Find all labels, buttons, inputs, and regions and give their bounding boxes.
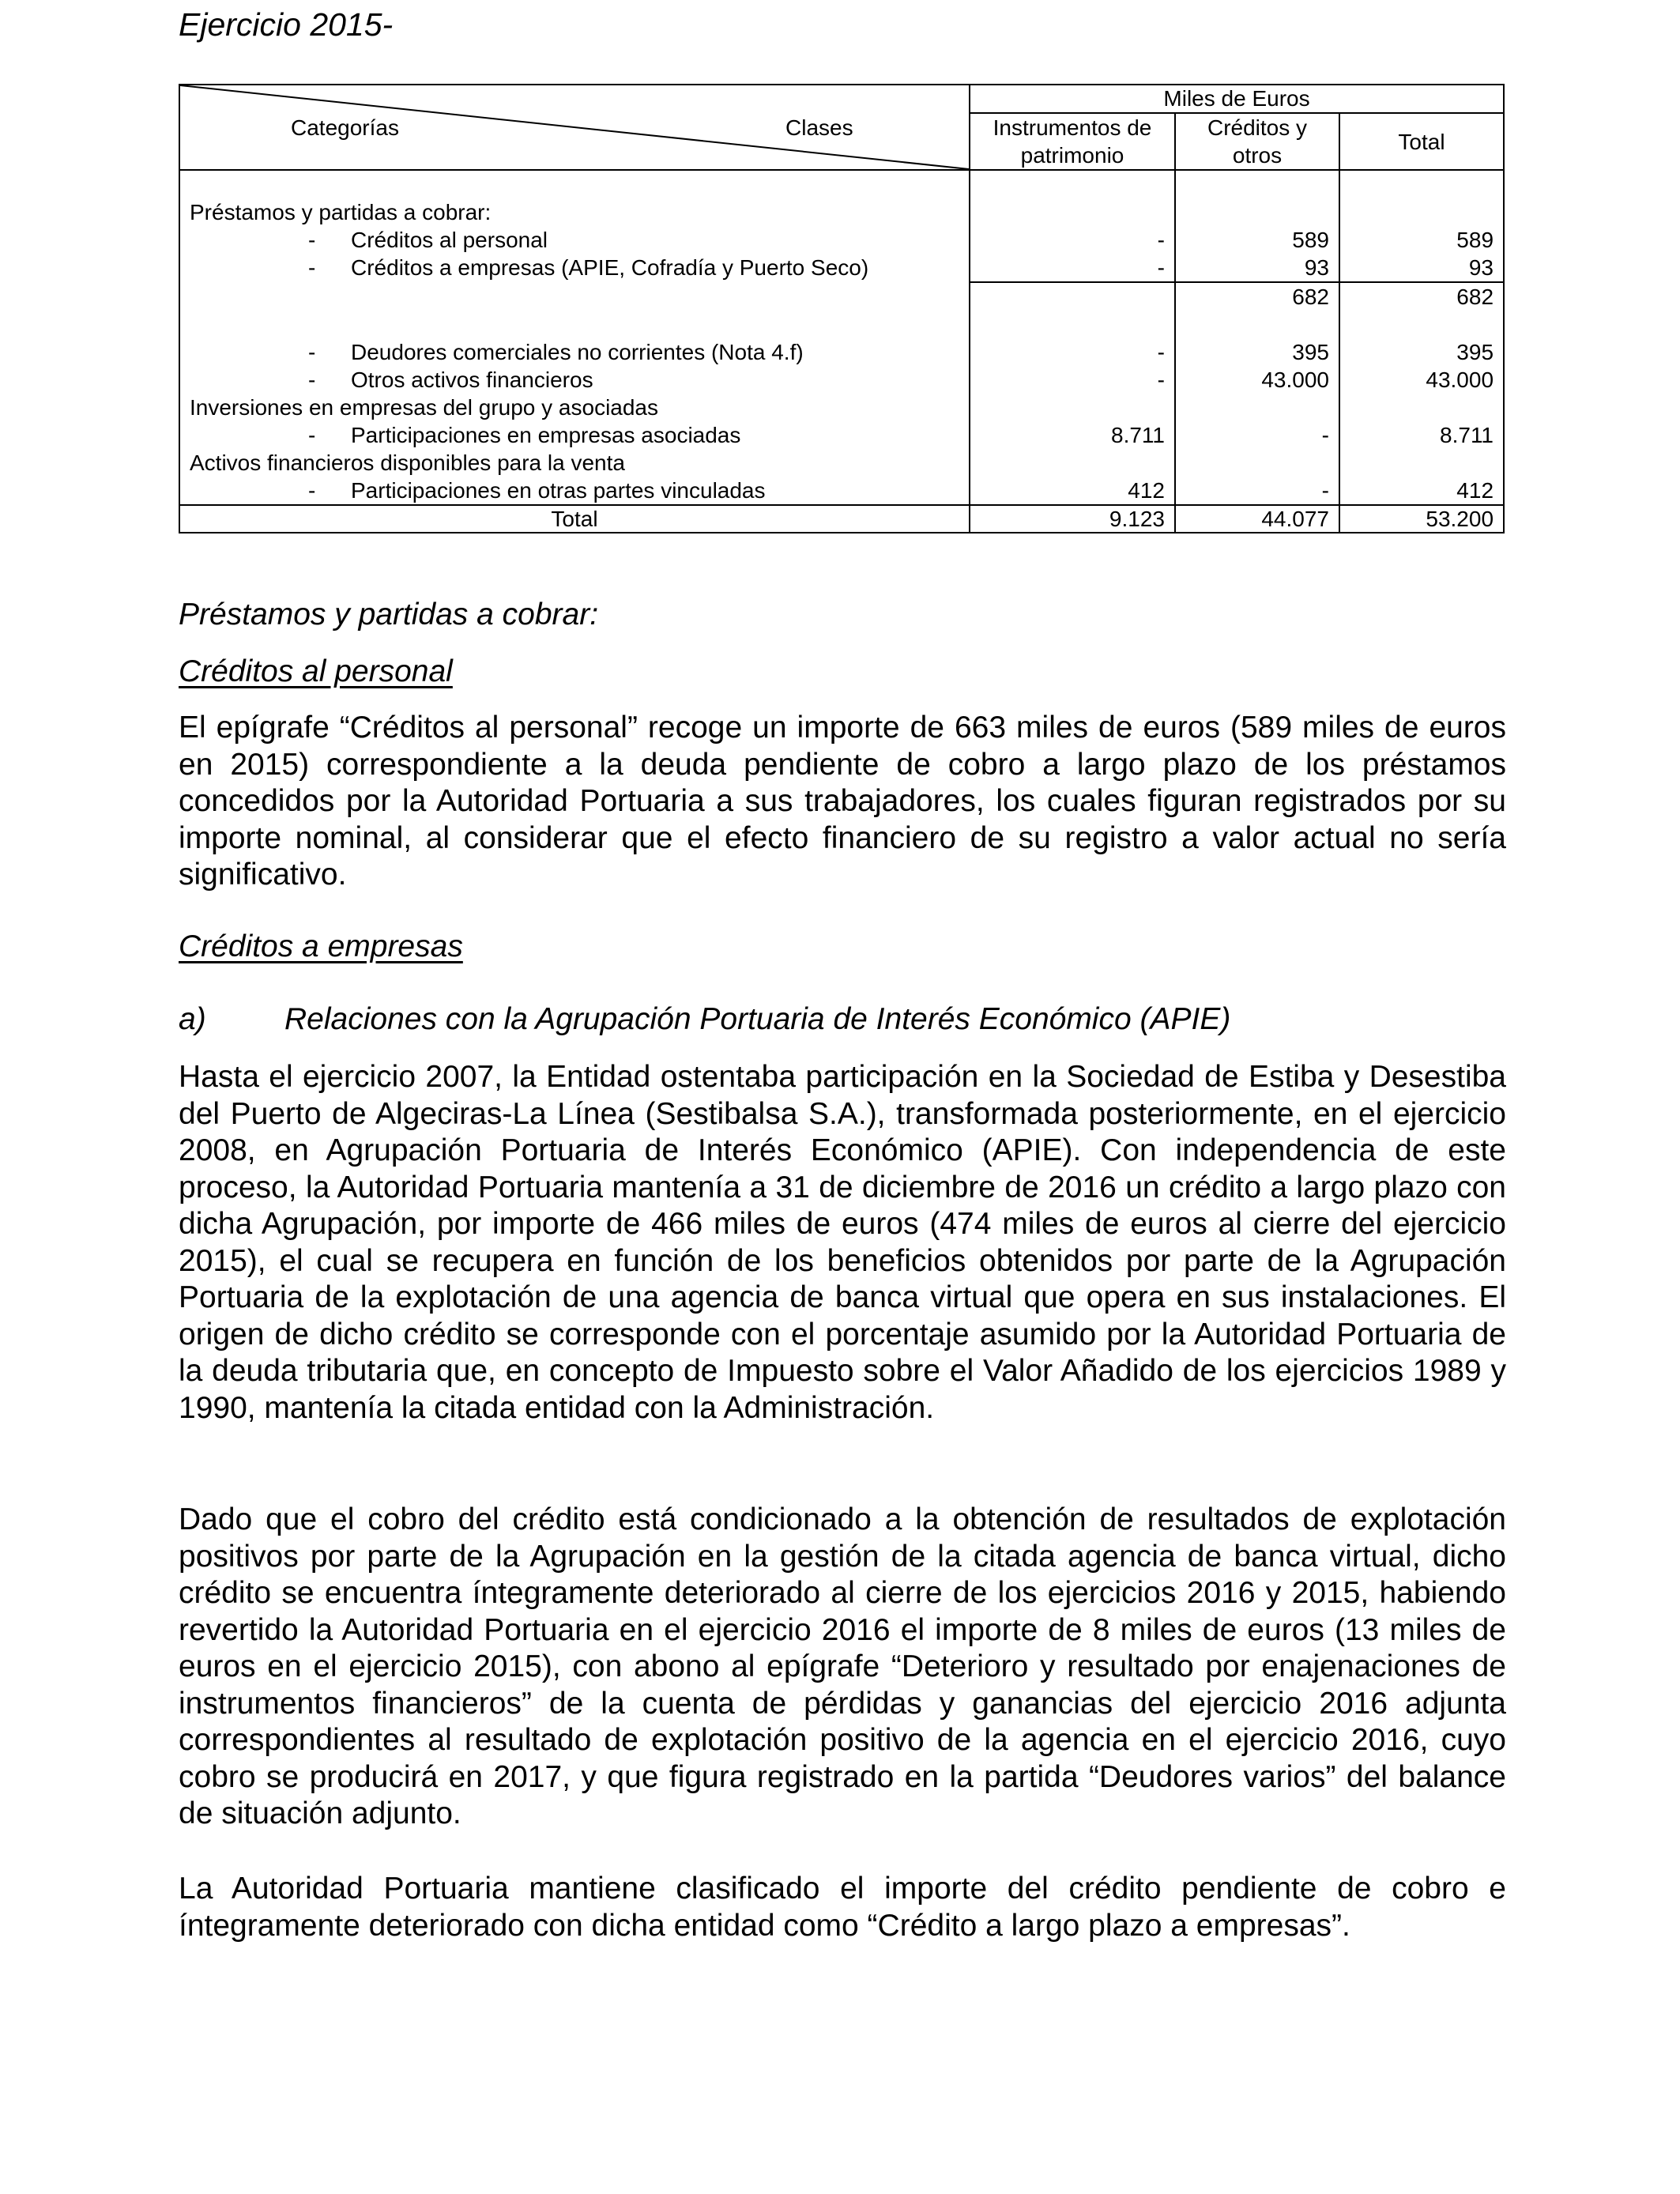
header-diagonal-cell (179, 85, 970, 170)
header-categorias: Categorías (291, 115, 399, 140)
table-spacer-row (179, 170, 1504, 198)
header-total: Total (1339, 113, 1504, 170)
cell-value: - (1175, 477, 1339, 505)
list-item-a (179, 1002, 1230, 1037)
row-label-deudores: - Deudores comerciales no corrientes (Nota 4.f) (179, 338, 970, 366)
row-label-participaciones-vinculadas: - Participaciones en otras partes vinculadas (179, 477, 970, 505)
table-row-subtotal (179, 282, 1504, 311)
header-instrumentos: Instrumentos de patrimonio (970, 113, 1175, 170)
table-row (179, 421, 1504, 449)
table-row (179, 226, 1504, 254)
cell-value: - (970, 366, 1175, 394)
header-miles-de-euros: Miles de Euros (970, 85, 1504, 113)
table-row (179, 254, 1504, 282)
cell-value: 589 (1339, 226, 1504, 254)
cell-value: - (970, 254, 1175, 282)
cell-subtotal: 682 (1175, 282, 1339, 311)
cell-value: 589 (1175, 226, 1339, 254)
cell-value: 8.711 (1339, 421, 1504, 449)
table-row (179, 198, 1504, 226)
group-title-inversiones: Inversiones en empresas del grupo y asociadas (179, 394, 970, 421)
group-title-activos: Activos financieros disponibles para la venta (179, 449, 970, 477)
table-row (179, 366, 1504, 394)
cell-value: 395 (1339, 338, 1504, 366)
table-row-total (179, 505, 1504, 533)
financial-assets-table (179, 84, 1505, 533)
row-label-otros-activos: - Otros activos financieros (179, 366, 970, 394)
cell-value: 93 (1339, 254, 1504, 282)
cell-value: - (1175, 421, 1339, 449)
cell-value: 395 (1175, 338, 1339, 366)
table-spacer-row (179, 311, 1504, 338)
row-label-creditos-empresas: - Créditos a empresas (APIE, Cofradía y Puerto Seco) (179, 254, 970, 282)
total-value: 44.077 (1175, 505, 1339, 533)
cell-value: 43.000 (1339, 366, 1504, 394)
total-label: Total (179, 505, 970, 533)
section-title-prestamos: Préstamos y partidas a cobrar: (179, 598, 599, 631)
cell-value: 93 (1175, 254, 1339, 282)
total-value: 9.123 (970, 505, 1175, 533)
cell-value: 412 (970, 477, 1175, 505)
cell-subtotal: 682 (1339, 282, 1504, 311)
paragraph-apie-history: Hasta el ejercicio 2007, la Entidad ostentaba participación en la Sociedad de Estiba y Desestiba del Puerto de Algeciras-La Línea (Sestibalsa S.A.), transformada posteriormente, en el ejercicio 2008, en Agrupación Portuaria de Interés Económico (APIE). Con independencia de este proceso, la Autoridad Portuaria mantenía a 31 de diciembre de 2016 un crédito a largo plazo con dicha Agrupación, por importe de 466 miles de euros (474 miles de euros al cierre del ejercicio 2015), el cual se recupera en función de los beneficios obtenidos por parte de la Agrupación Portuaria de la explotación de una agencia de banca virtual que opera en sus instalaciones. El origen de dicho crédito se corresponde con el porcentaje asumido por la Autoridad Portuaria de la deuda tributaria que, en concepto de Impuesto sobre el Valor Añadido de los ejercicios 1989 y 1990, mantenía la citada entidad con la Administración. (179, 1060, 1506, 1425)
cell-value: 412 (1339, 477, 1504, 505)
header-clases: Clases (785, 115, 853, 140)
paragraph-clasificacion: La Autoridad Portuaria mantiene clasificado el importe del crédito pendiente de cobro e íntegramente deteriorado con dicha entidad como “Crédito a largo plazo a empresas”. (179, 1872, 1506, 1943)
row-label-participaciones-asociadas: - Participaciones en empresas asociadas (179, 421, 970, 449)
table-row (179, 477, 1504, 505)
paragraph-apie-deterioro: Dado que el cobro del crédito está condicionado a la obtención de resultados de explotación positivos por parte de la Agrupación en la gestión de la citada agencia de banca virtual, dicho crédito se encuentra íntegramente deteriorado al cierre de los ejercicios 2016 y 2015, habiendo revertido la Autoridad Portuaria en el ejercicio 2016 el importe de 8 miles de euros (13 miles de euros en el ejercicio 2015), con abono al epígrafe “Deterioro y resultado por enajenaciones de instrumentos financieros” de la cuenta de pérdidas y ganancias del ejercicio 2016 adjunta correspondientes al resultado de explotación positivo de la agencia en el ejercicio 2016, cuyo cobro se producirá en 2017, y que figura registrado en la partida “Deudores varios” del balance de situación adjunto. (179, 1502, 1506, 1830)
page-heading: Ejercicio 2015- (179, 6, 394, 43)
table-header-row (179, 85, 1504, 113)
section-subtitle-creditos-empresas: Créditos a empresas (179, 929, 463, 963)
cell-value: 8.711 (970, 421, 1175, 449)
table-row (179, 394, 1504, 421)
paragraph-creditos-personal: El epígrafe “Créditos al personal” recoge un importe de 663 miles de euros (589 miles de euros en 2015) correspondiente a la deuda pendiente de cobro a largo plazo de los préstamos concedidos por la Autoridad Portuaria a sus trabajadores, los cuales figuran registrados por su importe nominal, al considerar que el efecto financiero de su registro a valor actual no sería significativo. (179, 711, 1506, 892)
table-row (179, 449, 1504, 477)
section-subtitle-creditos-personal: Créditos al personal (179, 654, 453, 688)
group-title-prestamos: Préstamos y partidas a cobrar: (179, 198, 970, 226)
cell-value: - (970, 226, 1175, 254)
row-label-creditos-personal: - Créditos al personal (179, 226, 970, 254)
total-value: 53.200 (1339, 505, 1504, 533)
table-row (179, 338, 1504, 366)
header-creditos: Créditos y otros (1175, 113, 1339, 170)
cell-value: 43.000 (1175, 366, 1339, 394)
list-item-text: Relaciones con la Agrupación Portuaria de Interés Económico (APIE) (284, 1002, 1231, 1036)
cell-value: - (970, 338, 1175, 366)
list-item-letter: a) (179, 1002, 206, 1036)
